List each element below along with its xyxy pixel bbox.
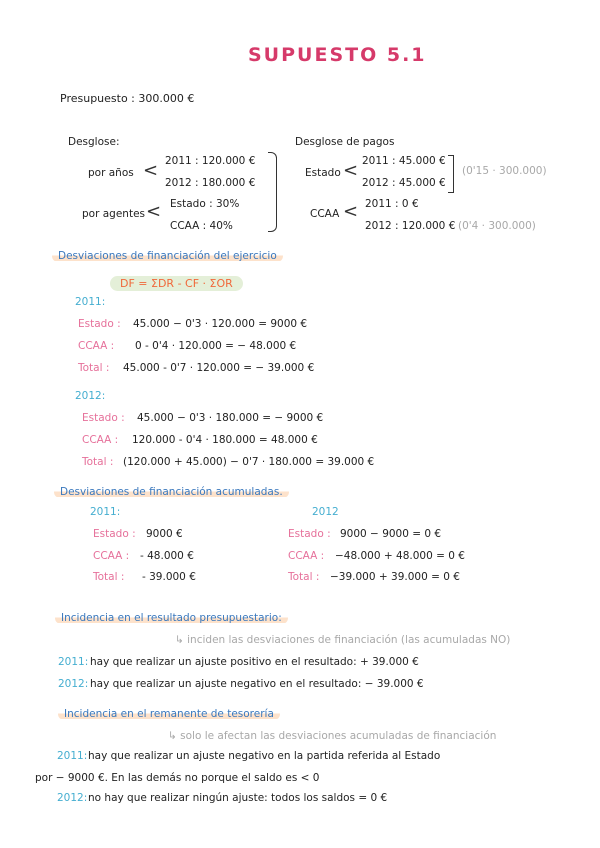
remanente-line: hay que realizar un ajuste negativo en la partida referida al Estado bbox=[88, 750, 441, 762]
resultado-note: ↳ inciden las desviaciones de financiación (las acumuladas NO) bbox=[175, 634, 511, 646]
pagos-ccaa-2011: 2011 : 0 € bbox=[365, 198, 419, 210]
year-label: 2012 bbox=[312, 506, 339, 518]
remanente-line-cont: por − 9000 €. En las demás no porque el saldo es < 0 bbox=[35, 772, 320, 784]
year-label: 2011: bbox=[75, 296, 106, 308]
row-value: 9000 − 9000 = 0 € bbox=[340, 528, 442, 540]
page-title: SUPUESTO 5.1 bbox=[248, 44, 427, 66]
pagos-ccaa-label: CCAA bbox=[310, 208, 340, 220]
ano-2011: 2011 : 120.000 € bbox=[165, 155, 256, 167]
row-label: CCAA : bbox=[82, 434, 119, 446]
year-label: 2011: bbox=[58, 656, 89, 668]
formula: DF = ΣDR - CF · ΣOR bbox=[110, 276, 243, 291]
acumuladas-heading: Desviaciones de financiación acumuladas. bbox=[54, 486, 289, 498]
year-label: 2011: bbox=[57, 750, 88, 762]
desglose-heading: Desglose: bbox=[68, 136, 120, 148]
row-label: Total : bbox=[78, 362, 110, 374]
row-value: 120.000 - 0'4 · 180.000 = 48.000 € bbox=[132, 434, 318, 446]
row-label: Estado : bbox=[93, 528, 136, 540]
row-value: −48.000 + 48.000 = 0 € bbox=[335, 550, 465, 562]
pagos-estado-2012: 2012 : 45.000 € bbox=[362, 177, 446, 189]
split-arrow-icon: < bbox=[146, 201, 162, 222]
pagos-estado-label: Estado bbox=[305, 167, 341, 179]
year-label: 2012: bbox=[75, 390, 106, 402]
agente-estado: Estado : 30% bbox=[170, 198, 240, 210]
pagos-ccaa-2012: 2012 : 120.000 € bbox=[365, 220, 456, 232]
year-label: 2012: bbox=[57, 792, 88, 804]
pagos-estado-note: (0'15 · 300.000) bbox=[462, 165, 547, 177]
row-label: Total : bbox=[288, 571, 320, 583]
row-value: 0 - 0'4 · 120.000 = − 48.000 € bbox=[135, 340, 297, 352]
row-value: 45.000 - 0'7 · 120.000 = − 39.000 € bbox=[123, 362, 315, 374]
row-value: 45.000 − 0'3 · 120.000 = 9000 € bbox=[133, 318, 308, 330]
brace bbox=[268, 152, 277, 232]
row-value: - 39.000 € bbox=[142, 571, 196, 583]
resultado-line: hay que realizar un ajuste negativo en el resultado: − 39.000 € bbox=[90, 678, 424, 690]
pagos-estado-2011: 2011 : 45.000 € bbox=[362, 155, 446, 167]
remanente-heading: Incidencia en el remanente de tesorería bbox=[58, 708, 280, 720]
split-arrow-icon: < bbox=[343, 201, 359, 222]
remanente-line: no hay que realizar ningún ajuste: todos los saldos = 0 € bbox=[88, 792, 388, 804]
row-label: Estado : bbox=[78, 318, 121, 330]
row-value: - 48.000 € bbox=[140, 550, 194, 562]
row-value: −39.000 + 39.000 = 0 € bbox=[330, 571, 460, 583]
ejercicio-heading: Desviaciones de financiación del ejercicio bbox=[52, 250, 283, 262]
row-label: CCAA : bbox=[288, 550, 325, 562]
year-label: 2012: bbox=[58, 678, 89, 690]
pagos-ccaa-note: (0'4 · 300.000) bbox=[458, 220, 536, 232]
remanente-note: ↳ solo le afectan las desviaciones acumuladas de financiación bbox=[168, 730, 497, 742]
row-label: Total : bbox=[82, 456, 114, 468]
presupuesto: Presupuesto : 300.000 € bbox=[60, 92, 195, 105]
split-arrow-icon: < bbox=[343, 160, 359, 181]
row-label: CCAA : bbox=[93, 550, 130, 562]
row-value: 45.000 − 0'3 · 180.000 = − 9000 € bbox=[137, 412, 324, 424]
bracket bbox=[448, 155, 454, 193]
por-agentes-label: por agentes bbox=[82, 208, 146, 220]
row-value: 9000 € bbox=[146, 528, 183, 540]
row-label: Estado : bbox=[82, 412, 125, 424]
ano-2012: 2012 : 180.000 € bbox=[165, 177, 256, 189]
pagos-heading: Desglose de pagos bbox=[295, 136, 395, 148]
resultado-line: hay que realizar un ajuste positivo en el resultado: + 39.000 € bbox=[90, 656, 419, 668]
agente-ccaa: CCAA : 40% bbox=[170, 220, 233, 232]
por-anos-label: por años bbox=[88, 167, 134, 179]
row-label: CCAA : bbox=[78, 340, 115, 352]
row-value: (120.000 + 45.000) − 0'7 · 180.000 = 39.000 € bbox=[123, 456, 375, 468]
row-label: Total : bbox=[93, 571, 125, 583]
row-label: Estado : bbox=[288, 528, 331, 540]
split-arrow-icon: < bbox=[143, 160, 159, 181]
year-label: 2011: bbox=[90, 506, 121, 518]
resultado-heading: Incidencia en el resultado presupuestario: bbox=[55, 612, 288, 624]
